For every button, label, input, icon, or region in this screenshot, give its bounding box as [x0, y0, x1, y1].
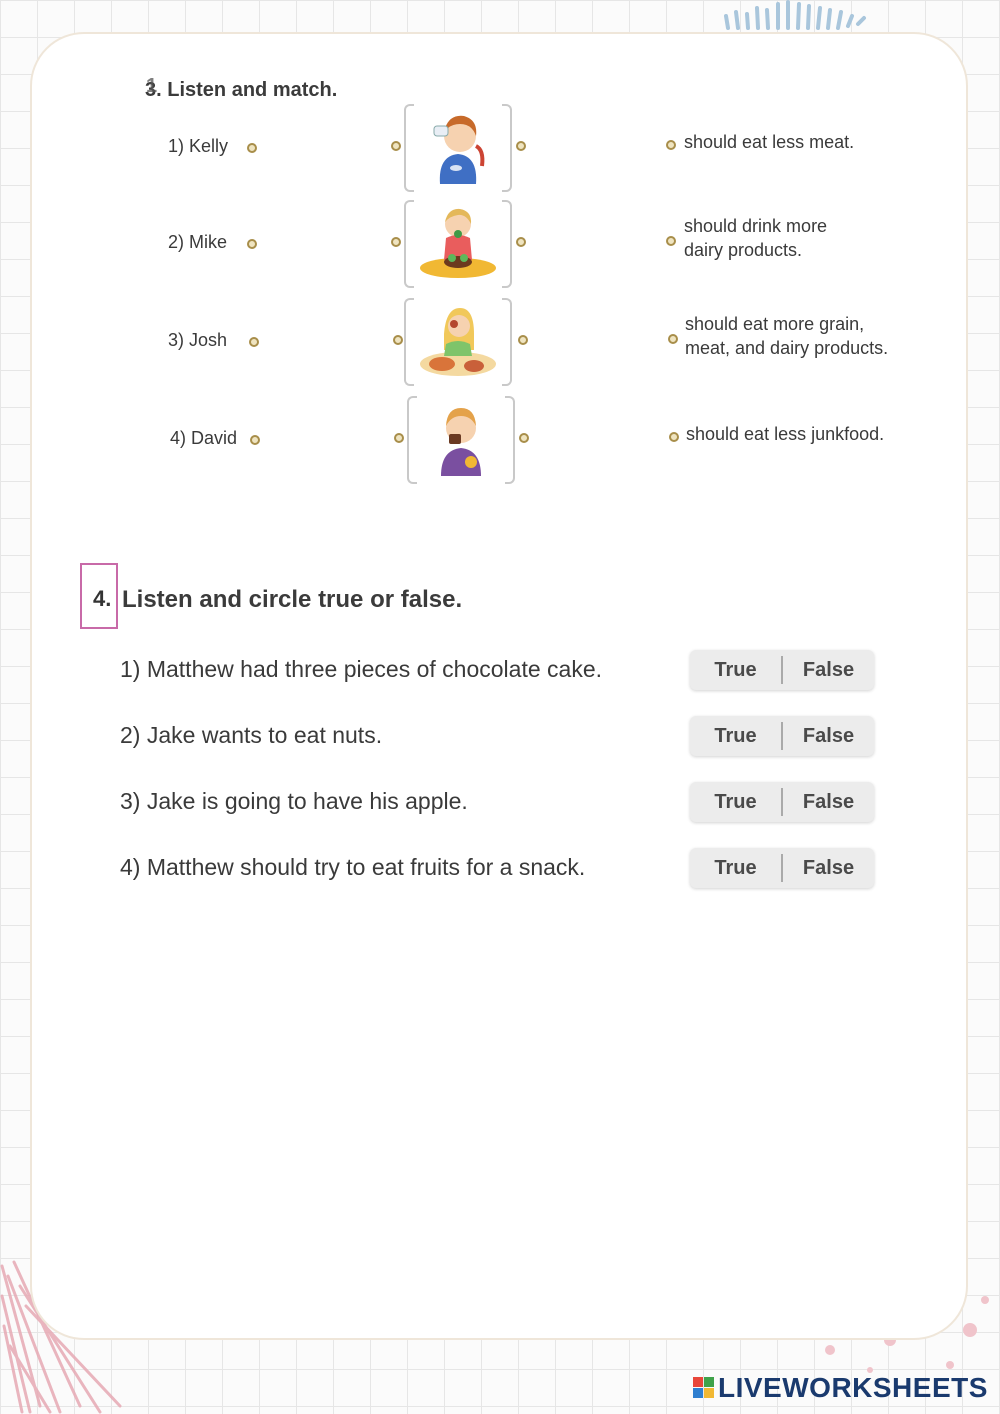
- liveworksheets-brand[interactable]: [693, 1372, 988, 1404]
- true-false-row: [0, 716, 1000, 760]
- exercise-3-title: [145, 79, 337, 102]
- true-option[interactable]: True: [714, 856, 757, 879]
- exercise-3-number: 3. 1: [145, 79, 162, 101]
- match-name: 3) Josh: [168, 330, 228, 350]
- true-option[interactable]: True: [714, 724, 757, 747]
- match-row: [0, 198, 1000, 288]
- true-false-row: [0, 848, 1000, 892]
- true-false-row: [0, 782, 1000, 826]
- brush-decoration-top: [722, 0, 872, 30]
- match-name: 4) David: [170, 428, 238, 448]
- true-false-selector: [690, 782, 874, 822]
- phrase-dot[interactable]: [666, 140, 676, 150]
- match-name: 1) Kelly: [168, 136, 229, 156]
- statement-text: 3) Jake is going to have his apple.: [120, 788, 468, 814]
- false-option[interactable]: False: [802, 724, 855, 747]
- picture-frame: [404, 104, 512, 188]
- true-false-selector: [690, 716, 874, 756]
- exercise-3-instruction: Listen and match.: [167, 79, 338, 101]
- statement-text: 2) Jake wants to eat nuts.: [120, 722, 383, 748]
- phrase-line: should drink more: [684, 216, 828, 236]
- false-option[interactable]: False: [802, 790, 855, 813]
- picture-left-dot[interactable]: [391, 237, 401, 247]
- false-option[interactable]: False: [802, 856, 855, 879]
- name-dot[interactable]: [249, 337, 259, 347]
- picture-right-dot[interactable]: [516, 237, 526, 247]
- phrase-dot[interactable]: [666, 236, 676, 246]
- child-eating-meat-icon: [418, 300, 498, 380]
- statement-text: 1) Matthew had three pieces of chocolate cake.: [120, 656, 603, 682]
- picture-left-dot[interactable]: [393, 335, 403, 345]
- phrase-dot[interactable]: [668, 334, 678, 344]
- picture-left-dot[interactable]: [394, 433, 404, 443]
- match-row: [0, 296, 1000, 386]
- true-option[interactable]: True: [714, 790, 757, 813]
- match-phrase: [686, 422, 884, 446]
- picture-frame: [404, 200, 512, 284]
- name-dot[interactable]: [250, 435, 260, 445]
- true-false-selector: [690, 650, 874, 690]
- exercise-4-number: 4.: [93, 586, 112, 611]
- true-option[interactable]: True: [714, 658, 757, 681]
- false-option[interactable]: False: [802, 658, 855, 681]
- picture-right-dot[interactable]: [518, 335, 528, 345]
- child-drinking-milk-icon: [418, 106, 498, 186]
- match-row: [0, 102, 1000, 192]
- phrase-line: dairy products.: [684, 240, 803, 260]
- exercise-4-title: Listen and circle true or false.: [122, 586, 463, 613]
- match-phrase: [684, 130, 854, 154]
- match-phrase: [685, 312, 888, 360]
- liveworksheets-logo-icon: [693, 1377, 715, 1399]
- match-row: [0, 394, 1000, 484]
- picture-right-dot[interactable]: [519, 433, 529, 443]
- picture-frame: [404, 298, 512, 382]
- brand-name: LIVEWORKSHEETS: [718, 1372, 988, 1403]
- true-false-selector: [690, 848, 874, 888]
- true-false-row: [0, 650, 1000, 694]
- phrase-line: should eat less meat.: [684, 132, 855, 152]
- phrase-line: meat, and dairy products.: [685, 338, 889, 358]
- phrase-dot[interactable]: [669, 432, 679, 442]
- name-dot[interactable]: [247, 239, 257, 249]
- phrase-line: should eat more grain,: [685, 314, 865, 334]
- match-name: 2) Mike: [168, 232, 228, 252]
- statement-text: 4) Matthew should try to eat fruits for a snack.: [120, 854, 586, 880]
- picture-left-dot[interactable]: [391, 141, 401, 151]
- child-eating-snack-icon: [421, 398, 501, 478]
- picture-frame: [407, 396, 515, 480]
- picture-right-dot[interactable]: [516, 141, 526, 151]
- name-dot[interactable]: [247, 143, 257, 153]
- match-phrase: [684, 214, 827, 262]
- child-eating-vegetables-icon: [418, 202, 498, 282]
- phrase-line: should eat less junkfood.: [686, 424, 885, 444]
